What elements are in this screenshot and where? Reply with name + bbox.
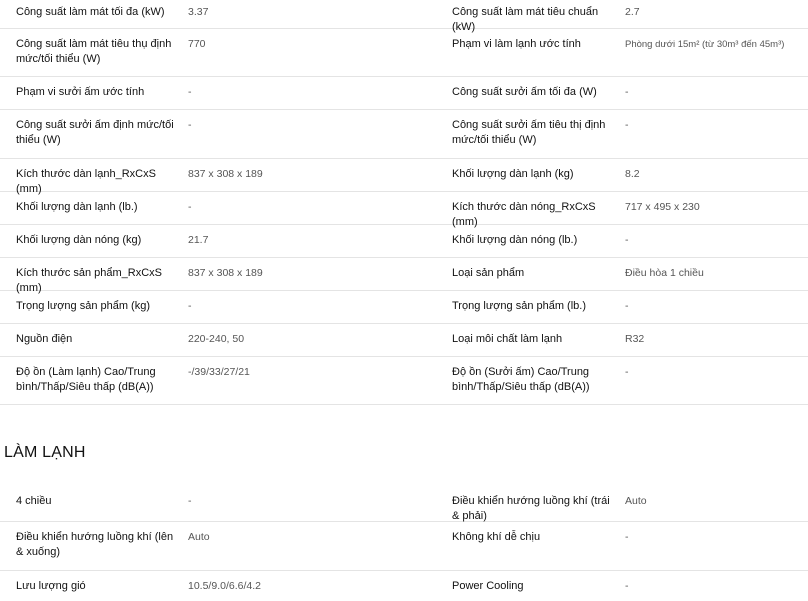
spec-label: Công suất sưởi ấm tiêu thị định mức/tối thiểu (W) bbox=[452, 119, 606, 146]
spec-value: 8.2 bbox=[625, 168, 640, 180]
spec-value: - bbox=[625, 531, 629, 543]
spec-label: Khối lượng dàn lạnh (kg) bbox=[452, 168, 574, 180]
spec-label: Loại môi chất làm lạnh bbox=[452, 333, 563, 345]
spec-value: - bbox=[188, 495, 192, 507]
spec-value: - bbox=[625, 300, 629, 312]
spec-row bbox=[0, 522, 808, 571]
spec-value: Auto bbox=[188, 531, 210, 543]
spec-label: Phạm vi làm lạnh ước tính bbox=[452, 38, 581, 50]
spec-label: Công suất sưởi ấm tối đa (W) bbox=[452, 86, 597, 98]
spec-value: 717 x 495 x 230 bbox=[625, 201, 700, 213]
spec-label: Điều khiển hướng luồng khí (trái & phải) bbox=[452, 495, 610, 522]
spec-label: Công suất làm mát tiêu chuẩn (kW) bbox=[452, 6, 599, 33]
spec-value: 10.5/9.0/6.6/4.2 bbox=[188, 580, 261, 592]
spec-value: Auto bbox=[625, 495, 647, 507]
spec-row bbox=[0, 357, 808, 405]
spec-value: 770 bbox=[188, 38, 206, 50]
spec-row bbox=[0, 77, 808, 110]
spec-label: Trọng lượng sản phẩm (lb.) bbox=[452, 300, 587, 312]
spec-value: -/39/33/27/21 bbox=[188, 366, 250, 378]
spec-row bbox=[0, 110, 808, 159]
spec-row bbox=[0, 225, 808, 258]
spec-label: Không khí dễ chịu bbox=[452, 531, 541, 543]
spec-label: 4 chiều bbox=[16, 495, 52, 507]
spec-label: Độ ồn (Làm lạnh) Cao/Trung bình/Thấp/Siêu thấp (dB(A)) bbox=[16, 366, 156, 393]
spec-label: Trọng lượng sản phẩm (kg) bbox=[16, 300, 151, 312]
spec-label: Công suất sưởi ấm định mức/tối thiểu (W) bbox=[16, 119, 174, 146]
spec-value: 220-240, 50 bbox=[188, 333, 245, 345]
spec-value: 2.7 bbox=[625, 6, 640, 18]
spec-row bbox=[0, 489, 808, 522]
spec-value: Phòng dưới 15m² (từ 30m³ đến 45m³) bbox=[625, 39, 785, 50]
spec-label: Kích thước sản phẩm_RxCxS (mm) bbox=[16, 267, 163, 294]
spec-row bbox=[0, 571, 808, 601]
spec-value: - bbox=[625, 86, 629, 98]
section-title-cooling: LÀM LẠNH bbox=[4, 444, 86, 461]
spec-value: Điều hòa 1 chiều bbox=[625, 267, 704, 279]
spec-row bbox=[0, 29, 808, 77]
spec-row bbox=[0, 192, 808, 228]
spec-label: Khối lượng dàn lạnh (lb.) bbox=[16, 201, 138, 213]
spec-label: Lưu lượng gió bbox=[16, 580, 86, 592]
spec-row bbox=[0, 159, 808, 195]
spec-value: - bbox=[188, 119, 192, 131]
spec-label: Công suất làm mát tối đa (kW) bbox=[16, 6, 165, 18]
spec-label: Công suất làm mát tiêu thụ định mức/tối thiểu (W) bbox=[16, 38, 172, 65]
spec-label: Khối lượng dàn nóng (kg) bbox=[16, 234, 142, 246]
spec-value: - bbox=[188, 300, 192, 312]
spec-row bbox=[0, 324, 808, 357]
spec-row bbox=[0, 0, 808, 33]
spec-value: R32 bbox=[625, 333, 645, 345]
spec-value: 837 x 308 x 189 bbox=[188, 168, 263, 180]
spec-label: Phạm vi sưởi ấm ước tính bbox=[16, 86, 145, 98]
spec-label: Kích thước dàn nóng_RxCxS (mm) bbox=[452, 201, 596, 228]
spec-value: 21.7 bbox=[188, 234, 209, 246]
spec-label: Khối lượng dàn nóng (lb.) bbox=[452, 234, 578, 246]
spec-label: Power Cooling bbox=[452, 580, 524, 592]
spec-label: Nguồn điện bbox=[16, 333, 73, 345]
spec-row bbox=[0, 258, 808, 294]
spec-value: - bbox=[188, 201, 192, 213]
spec-value: 837 x 308 x 189 bbox=[188, 267, 263, 279]
spec-value: - bbox=[625, 366, 629, 378]
spec-label: Độ ồn (Sưởi ấm) Cao/Trung bình/Thấp/Siêu thấp (dB(A)) bbox=[452, 366, 590, 393]
spec-value: - bbox=[625, 580, 629, 592]
spec-value: - bbox=[625, 234, 629, 246]
spec-label: Điều khiển hướng luồng khí (lên & xuống) bbox=[16, 531, 174, 558]
cooling-spec-table bbox=[0, 489, 808, 601]
spec-row bbox=[0, 291, 808, 324]
spec-label: Kích thước dàn lạnh_RxCxS (mm) bbox=[16, 168, 156, 195]
spec-value: - bbox=[188, 86, 192, 98]
spec-value: 3.37 bbox=[188, 6, 209, 18]
spec-value: - bbox=[625, 119, 629, 131]
spec-label: Loại sản phẩm bbox=[452, 267, 525, 279]
